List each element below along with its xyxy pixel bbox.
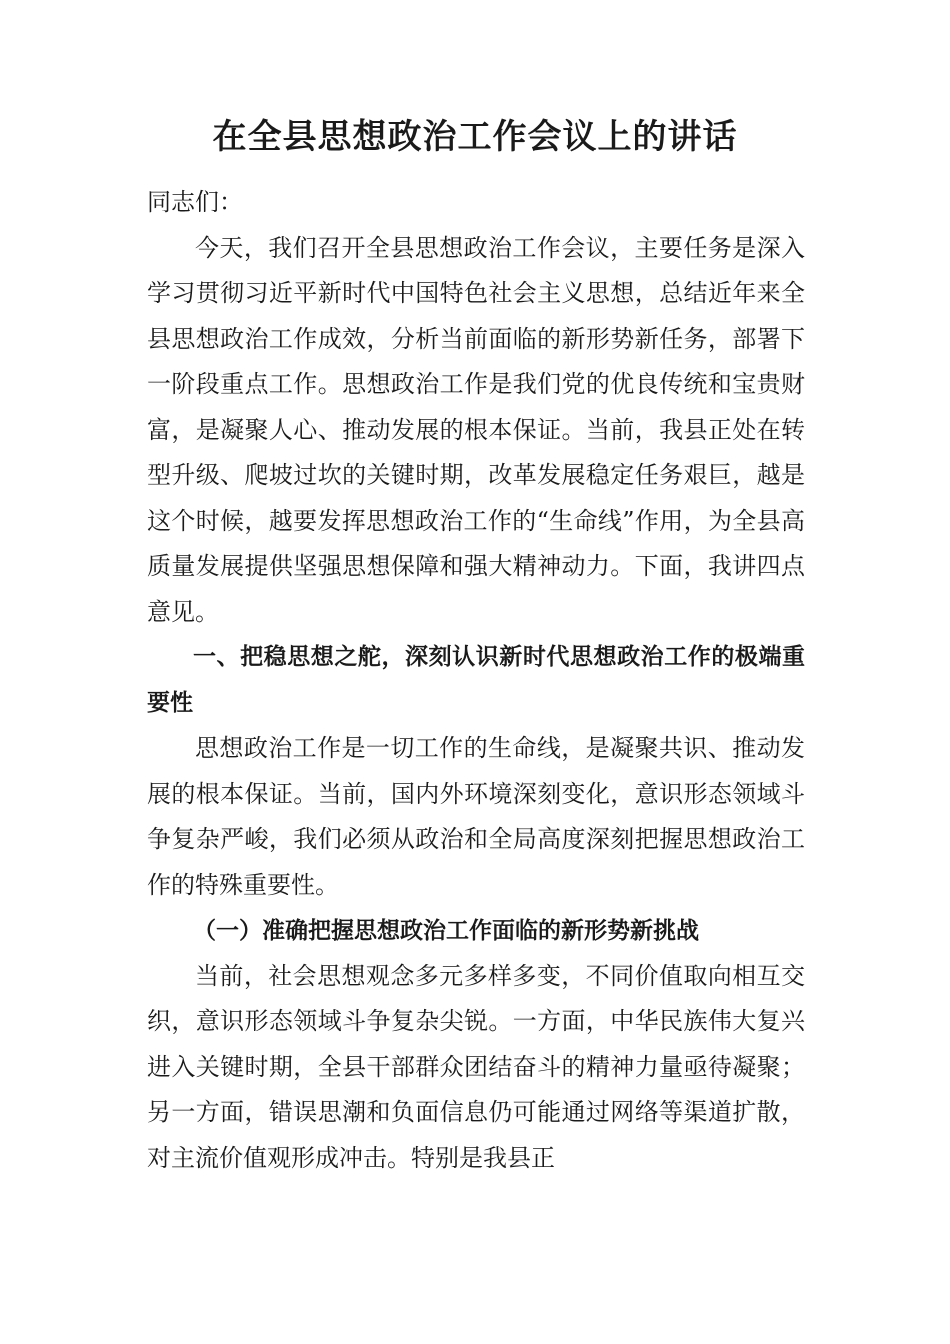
intro-paragraph: 今天，我们召开全县思想政治工作会议，主要任务是深入学习贯彻习近平新时代中国特色社会主义思想，总结近年来全县思想政治工作成效，分析当前面临的新形势新任务，部署下一阶段重点工作。思想政治工作是我们党的优良传统和宝贵财富，是凝聚人心、推动发展的根本保证。当前，我县正处在转型升级、爬坡过坎的关键时期，改革发展稳定任务艰巨，越是这个时候，越要发挥思想政治工作的“生命线”作用，为全县高质量发展提供坚强思想保障和强大精神动力。下面，我讲四点意见。 bbox=[147, 233, 805, 626]
section-1-paragraph: 思想政治工作是一切工作的生命线，是凝聚共识、推动发展的根本保证。当前，国内外环境深刻变化，意识形态领域斗争复杂严峻，我们必须从政治和全局高度深刻把握思想政治工作的特殊重要性。 bbox=[147, 734, 805, 899]
document-title: 在全县思想政治工作会议上的讲话 bbox=[212, 117, 738, 157]
section-heading-1: 一、把稳思想之舵，深刻认识新时代思想政治工作的极端重要性 bbox=[147, 644, 805, 716]
subsection-heading-1: （一）准确把握思想政治工作面临的新形势新挑战 bbox=[193, 917, 699, 944]
salutation: 同志们： bbox=[147, 188, 243, 216]
subsection-1-paragraph: 当前，社会思想观念多元多样多变，不同价值取向相互交织，意识形态领域斗争复杂尖锐。一方面，中华民族伟大复兴进入关键时期，全县干部群众团结奋斗的精神力量亟待凝聚；另一方面，错误思潮和负面信息仍可能通过网络等渠道扩散，对主流价值观形成冲击。特别是我县正 bbox=[147, 961, 805, 1172]
document-body bbox=[147, 180, 805, 1181]
